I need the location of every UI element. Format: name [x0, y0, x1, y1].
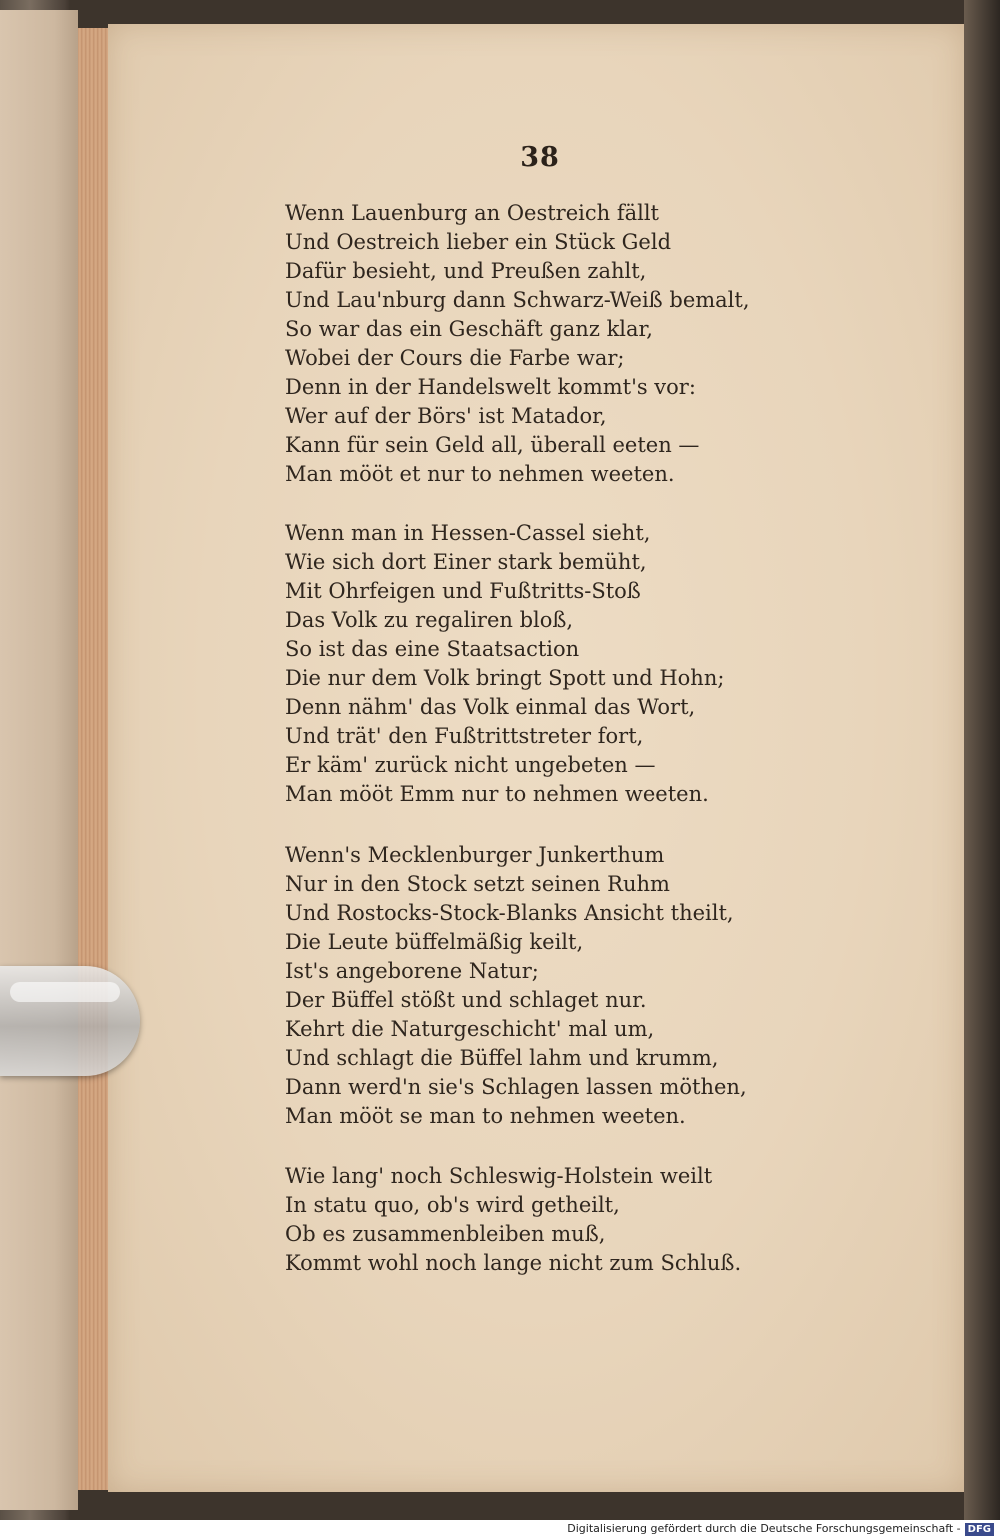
- poem-line: Man mööt se man to nehmen weeten.: [285, 1104, 686, 1128]
- poem-line: Ist's angeborene Natur;: [285, 959, 539, 983]
- poem-line: Das Volk zu regaliren bloß,: [285, 608, 574, 632]
- poem-line: Denn in der Handelswelt kommt's vor:: [285, 375, 696, 399]
- poem-line: So war das ein Geschäft ganz klar,: [285, 317, 653, 341]
- poem-line: Nur in den Stock setzt seinen Ruhm: [285, 872, 670, 896]
- poem-line: Kommt wohl noch lange nicht zum Schluß.: [285, 1251, 742, 1275]
- poem-line: Ob es zusammenbleiben muß,: [285, 1222, 606, 1246]
- poem-line: Und Rostocks-Stock-Blanks Ansicht theilt,: [285, 901, 734, 925]
- book-spine-shadow: [964, 0, 1000, 1520]
- poem-line: Er käm' zurück nicht ungebeten —: [285, 753, 656, 777]
- poem-line: In statu quo, ob's wird getheilt,: [285, 1193, 620, 1217]
- poem-line: Mit Ohrfeigen und Fußtritts-Stoß: [285, 579, 641, 603]
- funding-notice: Digitalisierung gefördert durch die Deutsche Forschungsgemeinschaft -: [567, 1522, 961, 1535]
- poem-line: Wenn man in Hessen-Cassel sieht,: [285, 521, 651, 545]
- page-edges: [78, 28, 112, 1490]
- poem-line: Und schlagt die Büffel lahm und krumm,: [285, 1046, 719, 1070]
- poem-line: Wenn Lauenburg an Oestreich fällt: [285, 201, 659, 225]
- poem-line: Wer auf der Börs' ist Matador,: [285, 404, 607, 428]
- poem-line: Die Leute büffelmäßig keilt,: [285, 930, 584, 954]
- poem-line: Man mööt Emm nur to nehmen weeten.: [285, 782, 709, 806]
- poem-line: Wie lang' noch Schleswig-Holstein weilt: [285, 1164, 713, 1188]
- poem-line: Die nur dem Volk bringt Spott und Hohn;: [285, 666, 725, 690]
- poem-line: Und Oestreich lieber ein Stück Geld: [285, 230, 672, 254]
- poem-line: Kann für sein Geld all, überall eeten —: [285, 433, 700, 457]
- poem-line: Wobei der Cours die Farbe war;: [285, 346, 625, 370]
- poem-line: Man mööt et nur to nehmen weeten.: [285, 462, 675, 486]
- page-number: 38: [520, 142, 560, 173]
- poem-line: Kehrt die Naturgeschicht' mal um,: [285, 1017, 655, 1041]
- book-back-cover: [0, 10, 78, 1510]
- poem-line: Dafür besieht, und Preußen zahlt,: [285, 259, 647, 283]
- poem-line: Denn nähm' das Volk einmal das Wort,: [285, 695, 696, 719]
- poem-line: Dann werd'n sie's Schlagen lassen möthen,: [285, 1075, 747, 1099]
- digitization-footer: [0, 1520, 1000, 1537]
- poem-line: So ist das eine Staatsaction: [285, 637, 580, 661]
- poem-line: Und Lau'nburg dann Schwarz-Weiß bemalt,: [285, 288, 750, 312]
- poem-line: Wenn's Mecklenburger Junkerthum: [285, 843, 665, 867]
- page-clip: [0, 966, 140, 1076]
- poem-line: Wie sich dort Einer stark bemüht,: [285, 550, 647, 574]
- poem-line: Der Büffel stößt und schlaget nur.: [285, 988, 647, 1012]
- dfg-logo: DFG: [965, 1523, 994, 1536]
- poem-line: Und trät' den Fußtrittstreter fort,: [285, 724, 644, 748]
